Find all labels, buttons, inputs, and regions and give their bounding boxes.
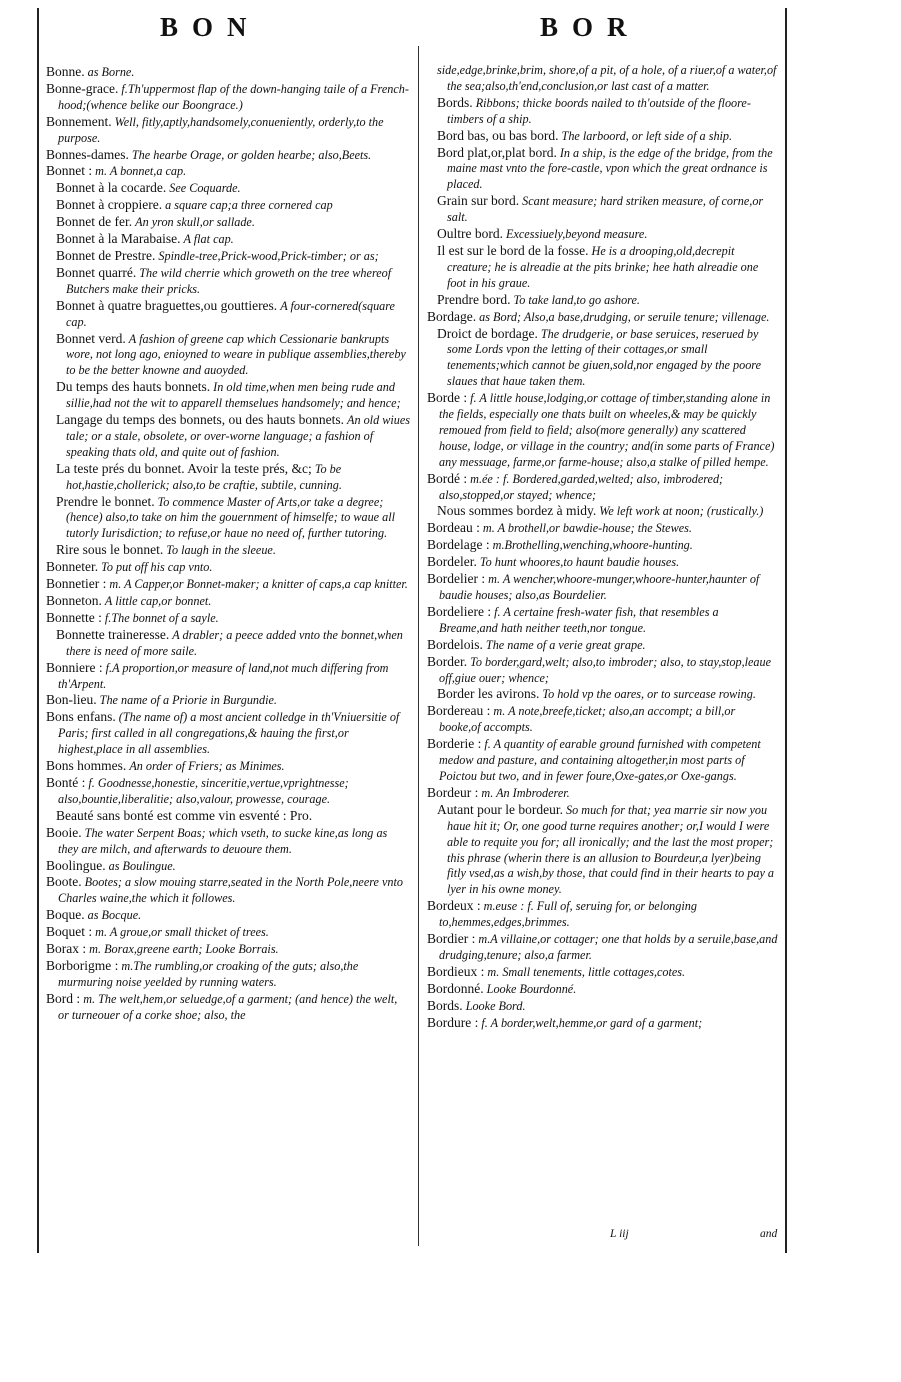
entry-headword: Bonnette traineresse. xyxy=(56,626,170,642)
left-column xyxy=(46,64,410,1024)
dictionary-entry xyxy=(46,825,410,858)
entry-headword: Borborigme : xyxy=(46,957,119,973)
entry-headword: Bordeliere : xyxy=(427,603,492,619)
dictionary-entry xyxy=(46,559,410,576)
entry-headword: Bordieux : xyxy=(427,963,485,979)
entry-headword: Bordeler. xyxy=(427,554,477,570)
dictionary-entry xyxy=(427,964,779,981)
dictionary-entry xyxy=(427,654,779,687)
dictionary-entry xyxy=(427,520,779,537)
entry-headword: Beauté sans bonté est comme vin esventé : Pro. xyxy=(56,807,313,823)
entry-headword: Bonnet : xyxy=(46,163,93,179)
dictionary-entry xyxy=(427,226,779,243)
dictionary-entry xyxy=(46,775,410,808)
entry-definition: To be hot,hastie,chollerick; also,to be craftie, subtile, cunning. xyxy=(66,461,342,492)
dictionary-entry xyxy=(46,692,410,709)
entry-headword: Rire sous le bonnet. xyxy=(56,542,164,558)
entry-headword: Borax : xyxy=(46,941,87,957)
entry-headword: Boque. xyxy=(46,907,85,923)
dictionary-entry xyxy=(427,292,779,309)
dictionary-entry xyxy=(46,660,410,693)
running-head-left: BON xyxy=(160,12,261,42)
entry-definition: To put off his cap vnto. xyxy=(101,560,213,575)
dictionary-entry xyxy=(46,81,410,114)
entry-definition: as Bord; Also,a base,drudging, or seruile tenure; villenage. xyxy=(479,309,770,324)
signature-mark: L iij xyxy=(610,1228,629,1240)
entry-definition: See Coquarde. xyxy=(169,181,241,196)
dictionary-entry xyxy=(46,808,410,825)
dictionary-entry xyxy=(427,1015,779,1032)
entry-definition: In a ship, is the edge of the bridge, from the maine mast vnto the fore-castle, vpon which the great ordnance is placed. xyxy=(447,145,773,192)
entry-headword: Bordé : xyxy=(427,470,468,486)
dictionary-entry xyxy=(46,163,410,180)
dictionary-entry xyxy=(427,128,779,145)
entry-definition: To laugh in the sleeue. xyxy=(166,543,276,558)
entry-definition: The drudgerie, or base seruices, reserued by some Lords vpon the letting of their cottages,or small tenements;which cannot be giuen,sold,nor engaged by the poore slaues that haue taken them. xyxy=(447,326,761,389)
entry-definition: Excessiuely,beyond measure. xyxy=(506,227,648,242)
entry-definition: The hearbe Orage, or golden hearbe; also,Beets. xyxy=(131,147,372,162)
dictionary-entry xyxy=(427,390,779,471)
entry-definition: m. The welt,hem,or seluedge,of a garment; (and hence) the welt, or turneouer of a corke shoe; also, the xyxy=(58,991,398,1022)
dictionary-entry xyxy=(427,326,779,391)
dictionary-entry xyxy=(46,379,410,412)
entry-headword: Oultre bord. xyxy=(437,226,503,242)
entry-definition: f. A little house,lodging,or cottage of timber,standing alone in the fields, especially one thats built on wheeles,& may be quickly remoued from field to field; also(more generally) any scattered house, lodge, or village in the country; and(in some parts of France) any messuage, farme,or farme-house; also,a stalke of pilled hempe. xyxy=(439,391,775,469)
entry-headword: Bordonné. xyxy=(427,980,484,996)
entry-definition: m. A note,breefe,ticket; also,an accompt; a bill,or booke,of accompts. xyxy=(439,704,736,735)
dictionary-entry xyxy=(46,593,410,610)
dictionary-entry xyxy=(46,576,410,593)
dictionary-entry xyxy=(427,931,779,964)
entry-definition: f. A quantity of earable ground furnished with competent medow and pasture, and containing altogether,in most parts of Poictou but two, and in fewer foure,Oxe-gates,or Oxe-gangs. xyxy=(439,737,761,783)
entry-definition: m.A villaine,or cottager; one that holds by a seruile,base,and drudging,tenure; also,a farmer. xyxy=(439,932,778,962)
entry-headword: Prendre le bonnet. xyxy=(56,493,155,509)
entry-definition: a square cap;a three cornered cap xyxy=(165,198,333,213)
entry-definition: A fashion of greene cap which Cessionarie bankrupts wore, not long ago, enioyned to weare in publique assemblies,thereby to be the better knowne and auoyded. xyxy=(66,331,406,378)
entry-definition: To hold vp the oares, or to surcease rowing. xyxy=(542,687,756,702)
entry-headword: Bordier : xyxy=(427,931,476,947)
dictionary-entry xyxy=(46,542,410,559)
entry-headword: Bords. xyxy=(437,94,473,110)
dictionary-entry xyxy=(427,554,779,571)
entry-headword: Bordelois. xyxy=(427,636,483,652)
dictionary-entry xyxy=(427,898,779,931)
dictionary-entry xyxy=(427,736,779,785)
entry-headword: Grain sur bord. xyxy=(437,193,520,209)
entry-headword: Bordelier : xyxy=(427,571,486,587)
entry-headword: Bordeux : xyxy=(427,898,481,914)
entry-headword: Bon-lieu. xyxy=(46,692,97,708)
entry-definition: A four-cornered(square cap. xyxy=(66,298,395,329)
dictionary-entry xyxy=(427,243,779,292)
dictionary-entry xyxy=(427,802,779,898)
entry-headword: Bonnet à croppiere. xyxy=(56,197,163,213)
entry-headword: Bonnet à quatre braguettes,ou gouttieres. xyxy=(56,297,278,313)
entry-definition: Bootes; a slow mouing starre,seated in the North Pole,neere vnto Charles waine,the which it followes. xyxy=(58,875,403,906)
entry-headword: Borderie : xyxy=(427,736,482,752)
entry-definition: m. A brothell,or bawdie-house; the Stewes. xyxy=(482,521,692,536)
dictionary-entry xyxy=(46,214,410,231)
entry-definition: To hunt whoores,to haunt baudie houses. xyxy=(479,555,680,570)
dictionary-entry xyxy=(427,998,779,1015)
entry-definition: So much for that; yea marrie sir now you haue hit it; Or, one good turne requires another; or,I would I were able to requite you for; all ironically; and the last the most proper; this phrase (wherin there is an allusion to Bourdeur,a lyer)being fitly vsed,as a wish,by those, that could find in their hearts to pay a lyer in his owne money. xyxy=(447,802,775,897)
entry-definition: He is a drooping,old,decrepit creature; he is alreadie at the pits brinke; hee hath alreadie one foot in his graue. xyxy=(447,243,759,290)
entry-headword: Bonneton. xyxy=(46,593,102,608)
entry-definition: The water Serpent Boas; which vseth, to sucke kine,as long as they are milch, and afterwards to deuoure them. xyxy=(58,825,388,856)
entry-definition: f.The bonnet of a sayle. xyxy=(104,610,219,625)
entry-definition: To border,gard,welt; also,to imbroder; also, to stay,stop,leaue off,giue ouer; whence; xyxy=(439,654,772,685)
entry-headword: Bonté : xyxy=(46,774,86,790)
entry-definition: The name of a verie great grape. xyxy=(485,637,646,652)
entry-headword: Border. xyxy=(427,653,468,669)
entry-definition: Ribbons; thicke boords nailed to th'outside of the floore-timbers of a ship. xyxy=(447,95,751,126)
dictionary-entry xyxy=(427,637,779,654)
entry-headword: Boquet : xyxy=(46,924,93,940)
dictionary-entry xyxy=(427,95,779,128)
running-head-right: BOR xyxy=(540,12,641,42)
entry-headword: Bords. xyxy=(427,997,463,1013)
entry-definition: f.Th'uppermost flap of the down-hanging taile of a French-hood;(whence belike our Boongrace.) xyxy=(58,81,409,112)
entry-definition: Looke Bord. xyxy=(465,998,526,1013)
entry-headword: Bonnet de Prestre. xyxy=(56,247,156,263)
dictionary-entry xyxy=(427,309,779,326)
dictionary-entry xyxy=(46,958,410,991)
dictionary-entry xyxy=(427,503,779,520)
dictionary-entry xyxy=(46,461,410,494)
dictionary-entry xyxy=(427,703,779,736)
dictionary-entry xyxy=(427,571,779,604)
entry-headword: Bons enfans. xyxy=(46,709,116,725)
entry-headword: Il est sur le bord de la fosse. xyxy=(437,242,589,258)
dictionary-entry xyxy=(427,62,779,95)
entry-definition: m. A wencher,whoore-munger,whoore-hunter,haunter of baudie houses; also,as Bourdelier. xyxy=(439,572,760,602)
entry-headword: Bonnetier : xyxy=(46,576,107,592)
dictionary-entry xyxy=(46,709,410,758)
entry-headword: Booie. xyxy=(46,824,82,840)
dictionary-entry xyxy=(46,265,410,298)
entry-definition: An yron skull,or sallade. xyxy=(135,215,255,230)
dictionary-entry xyxy=(46,248,410,265)
entry-headword: Nous sommes bordez à midy. xyxy=(437,503,597,519)
entry-definition: m. An Imbroderer. xyxy=(481,785,570,800)
entry-headword: Bordage. xyxy=(427,308,477,324)
entry-headword: Bord : xyxy=(46,990,81,1006)
dictionary-entry xyxy=(46,298,410,331)
entry-definition: In old time,when men being rude and sillie,had not the wit to apparell themselues handsomely; and hence; xyxy=(66,380,401,411)
dictionary-entry xyxy=(46,758,410,775)
entry-headword: Autant pour le bordeur. xyxy=(437,801,563,817)
entry-definition: m. A groue,or small thicket of trees. xyxy=(95,925,269,940)
entry-definition: f. A certaine fresh-water fish, that resembles a Breame,and hath neither teeth,nor tongue. xyxy=(439,604,719,635)
catchword: and xyxy=(760,1228,778,1240)
dictionary-entry xyxy=(46,610,410,627)
entry-definition: Looke Bourdonné. xyxy=(486,981,577,996)
entry-headword: Langage du temps des bonnets, ou des hauts bonnets. xyxy=(56,412,344,428)
entry-headword: Bordelage : xyxy=(427,537,490,553)
dictionary-entry xyxy=(46,114,410,147)
dictionary-entry xyxy=(46,494,410,543)
entry-headword: Bonnement. xyxy=(46,113,112,129)
entry-definition: m.Brothelling,wenching,whoore-hunting. xyxy=(492,538,693,553)
entry-headword: Bordeau : xyxy=(427,520,480,536)
entry-definition: We left work at noon; (rustically.) xyxy=(599,504,764,519)
dictionary-entry xyxy=(427,145,779,194)
dictionary-entry xyxy=(46,180,410,197)
entry-definition: as Boulingue. xyxy=(108,858,176,873)
entry-definition: A flat cap. xyxy=(183,232,234,247)
entry-definition: m.ée : f. Bordered,garded,welted; also, imbrodered; also,stopped,or stayed; whence; xyxy=(439,471,724,502)
entry-headword: Bordure : xyxy=(427,1014,479,1030)
entry-headword: Border les avirons. xyxy=(437,686,540,702)
dictionary-entry xyxy=(46,924,410,941)
entry-definition: m. A Capper,or Bonnet-maker; a knitter of caps,a cap knitter. xyxy=(109,577,408,592)
dictionary-entry xyxy=(427,193,779,226)
dictionary-entry xyxy=(46,874,410,907)
entry-definition: m.euse : f. Full of, seruing for, or belonging to,hemmes,edges,brimmes. xyxy=(439,899,697,930)
entry-headword: Bonnette : xyxy=(46,609,102,625)
entry-definition: side,edge,brinke,brim, shore,of a pit, of a hole, of a riuer,of a water,of the sea;also,th'end,conclusion,or last cast of a matter. xyxy=(437,63,777,93)
entry-headword: Bonne-grace. xyxy=(46,80,119,96)
dictionary-entry xyxy=(427,537,779,554)
entry-definition: Scant measure; hard striken measure, of corne,or salt. xyxy=(447,194,764,225)
entry-definition: f. Goodnesse,honestie, sinceritie,vertue,vprightnesse; also,bountie,liberalitie; also,valour, prowesse, courage. xyxy=(58,775,349,806)
entry-definition: Spindle-tree,Prick-wood,Prick-timber; or as; xyxy=(158,248,379,263)
entry-definition: A drabler; a peece added vnto the bonnet,when there is need of more saile. xyxy=(66,627,403,658)
dictionary-entry xyxy=(427,785,779,802)
right-column xyxy=(427,62,779,1031)
entry-headword: Droict de bordage. xyxy=(437,325,538,341)
dictionary-entry xyxy=(46,991,410,1024)
entry-definition: The name of a Priorie in Burgundie. xyxy=(99,693,277,708)
entry-headword: Bonne. xyxy=(46,64,85,79)
entry-definition: m. A bonnet,a cap. xyxy=(95,164,187,179)
dictionary-entry xyxy=(46,907,410,924)
entry-headword: Borde : xyxy=(427,390,468,406)
entry-definition: The wild cherrie which groweth on the tree whereof Butchers make their pricks. xyxy=(66,265,392,296)
entry-definition: The larboord, or left side of a ship. xyxy=(561,128,733,143)
entry-headword: Bonnet de fer. xyxy=(56,214,133,230)
dictionary-entry xyxy=(46,412,410,461)
entry-definition: as Bocque. xyxy=(87,908,142,923)
entry-definition: An old wiues tale; or a stale, obsolete, or over-worne language; a fashion of speaking thats old, and quite out of fashion. xyxy=(66,413,410,459)
entry-definition: m. Borax,greene earth; Looke Borrais. xyxy=(89,942,279,957)
entry-headword: Bordereau : xyxy=(427,703,491,719)
entry-headword: Bord bas, ou bas bord. xyxy=(437,127,559,143)
dictionary-entry xyxy=(46,858,410,875)
dictionary-entry xyxy=(46,627,410,660)
entry-headword: Bonnet quarré. xyxy=(56,264,137,280)
entry-headword: Boolingue. xyxy=(46,857,106,873)
dictionary-entry xyxy=(427,686,779,703)
entry-definition: m.The rumbling,or croaking of the guts; also,the murmuring noise yeelded by running waters. xyxy=(58,958,359,989)
entry-headword: Boote. xyxy=(46,874,82,890)
entry-headword: Du temps des hauts bonnets. xyxy=(56,379,211,395)
entry-headword: Bonneter. xyxy=(46,559,99,575)
entry-definition: To commence Master of Arts,or take a degree; (hence) also,to take on him the gouernment of himselfe; to waue all tutorly Iurisdiction; to refuse,or haue no need of, further tutoring. xyxy=(66,494,395,541)
entry-headword: Bonnet verd. xyxy=(56,330,126,346)
entry-definition: (The name of) a most ancient colledge in th'Vniuersitie of Paris; first called in all congregations,& hauing the first,or highest,place in all assemblies. xyxy=(58,710,400,757)
dictionary-entry xyxy=(46,941,410,958)
dictionary-entry xyxy=(46,197,410,214)
dictionary-entry xyxy=(46,147,410,164)
column-divider xyxy=(418,46,419,1246)
entry-headword: La teste prés du bonnet. Avoir la teste prés, &c; xyxy=(56,460,312,476)
entry-definition: m. Small tenements, little cottages,cotes. xyxy=(487,964,686,979)
entry-definition: To take land,to go ashore. xyxy=(513,292,640,307)
entry-headword: Bonnet à la Marabaise. xyxy=(56,231,181,247)
entry-definition: An order of Friers; as Minimes. xyxy=(129,759,285,774)
entry-headword: Bordeur : xyxy=(427,784,479,800)
entry-definition: A little cap,or bonnet. xyxy=(104,594,212,608)
entry-headword: Bonniere : xyxy=(46,659,103,675)
entry-definition: f. A border,welt,hemme,or gard of a garment; xyxy=(481,1015,703,1030)
entry-headword: Bonnet à la cocarde. xyxy=(56,180,167,196)
entry-headword: Bonnes-dames. xyxy=(46,146,129,162)
dictionary-entry xyxy=(427,981,779,998)
entry-headword: Bons hommes. xyxy=(46,758,127,774)
entry-headword: Bord plat,or,plat bord. xyxy=(437,144,557,160)
entry-headword: Prendre bord. xyxy=(437,291,511,307)
dictionary-entry xyxy=(46,331,410,380)
dictionary-entry xyxy=(427,604,779,637)
entry-definition: Well, fitly,aptly,handsomely,conueniently, orderly,to the purpose. xyxy=(58,114,384,145)
dictionary-entry xyxy=(46,64,410,81)
entry-definition: f.A proportion,or measure of land,not much differing from th'Arpent. xyxy=(58,660,389,691)
dictionary-entry xyxy=(46,231,410,248)
entry-definition: as Borne. xyxy=(87,65,135,79)
dictionary-entry xyxy=(427,471,779,504)
